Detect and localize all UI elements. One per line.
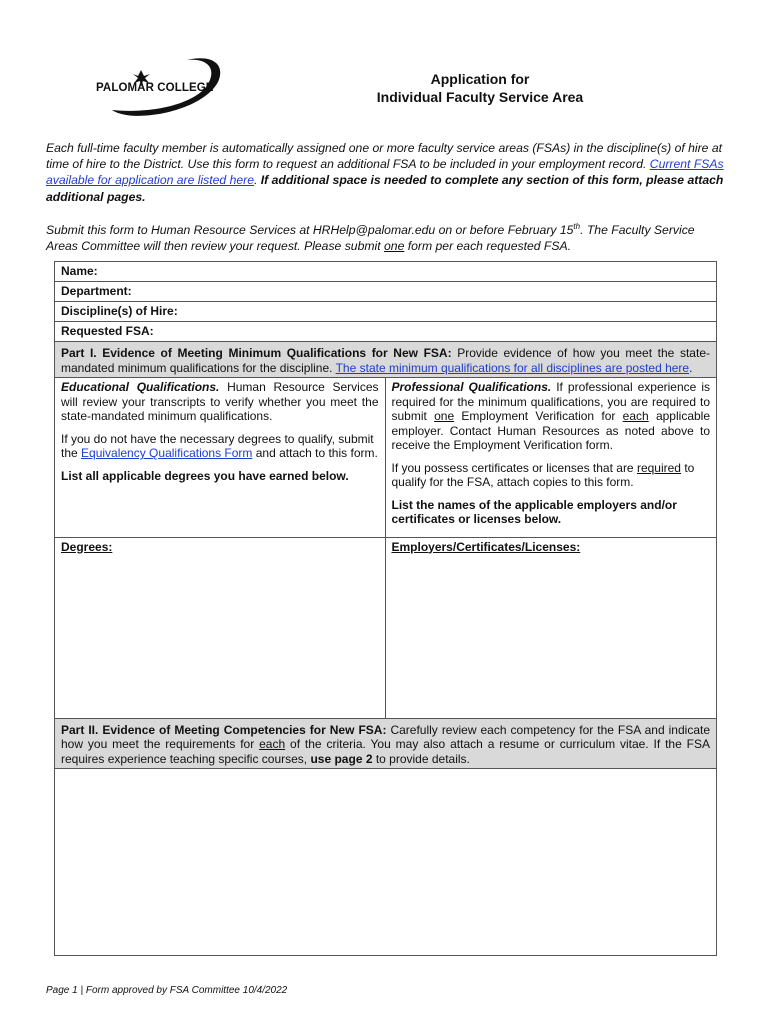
title-line-1: Application for — [430, 71, 530, 87]
pro-text-b: Employment Verification for — [454, 409, 623, 423]
palomar-college-logo — [92, 52, 232, 118]
edu-p2-text: If you do not have the necessary degrees to qualify, submit the — [61, 431, 374, 460]
part1-header — [55, 342, 716, 378]
part2-text-u: each — [259, 737, 286, 751]
pro-paragraph-1 — [392, 380, 711, 453]
intro-p2-text-b: . The Faculty Service Areas Committee will then review your request. Please submit — [46, 222, 695, 254]
intro-paragraph-2 — [46, 219, 728, 254]
degrees-box[interactable] — [55, 538, 386, 718]
part2-heading: Part II. Evidence of Meeting Competencies for New FSA: — [61, 722, 387, 737]
pro-p2-u: required — [636, 460, 681, 475]
part2-text-b: of the criteria. You may also attach a resume or curriculum vitae. If the FSA requires experience teaching specific courses, — [61, 737, 711, 766]
professional-qualifications — [386, 378, 717, 537]
intro-p2-sup: th — [573, 221, 581, 231]
part2-header — [55, 719, 716, 770]
intro-text — [46, 140, 728, 268]
degrees-label: Degrees: — [61, 539, 113, 554]
pro-text-u1: one — [434, 409, 455, 423]
logo-text: PALOMAR COLLEGE — [96, 82, 214, 94]
edu-text: Human Resource Services will review your transcripts to verify whether you meet the state-mandated minimum qualifications. — [61, 380, 379, 423]
discipline-field[interactable]: Discipline(s) of Hire: — [55, 302, 716, 322]
qualifications-instructions — [55, 378, 716, 538]
part1-heading: Part I. Evidence of Meeting Minimum Qualifications for New FSA: — [61, 346, 452, 360]
name-field[interactable]: Name: — [55, 262, 716, 282]
equivalency-form-link[interactable]: Equivalency Qualifications Form — [81, 446, 253, 460]
edu-p2-text-b: and attach to this form. — [252, 446, 378, 460]
intro-p1-text: Each full-time faculty member is automatically assigned one or more faculty service areas (FSAs) in the discipline(s) of hire at time of hire to the District. Use this form to request an additional FSA to be included in your employment record. — [46, 141, 722, 172]
employers-label: Employers/Certificates/Licenses: — [391, 539, 581, 554]
edu-paragraph-2 — [61, 432, 379, 461]
intro-p1-sep: . — [254, 173, 261, 188]
educational-qualifications — [55, 378, 386, 537]
intro-p1-bold: If additional space is needed to complete any section of this form, please attach additional pages. — [46, 173, 724, 204]
page-title — [330, 70, 630, 106]
department-field[interactable]: Department: — [55, 282, 716, 302]
edu-paragraph-1 — [61, 380, 379, 424]
intro-p2-text: Submit this form to Human Resource Services at HRHelp@palomar.edu on or before February 15 — [46, 222, 574, 237]
part2-text-a: Carefully review each competency for the FSA and indicate how you meet the requirements for — [61, 722, 711, 751]
pro-p3: List the names of the applicable employers and/or certificates or licenses below. — [391, 497, 677, 526]
part1-end: . — [689, 360, 693, 375]
state-min-quals-link[interactable]: The state minimum qualifications for all disciplines are posted here — [335, 360, 690, 375]
pro-paragraph-3 — [392, 498, 711, 527]
application-form — [54, 261, 717, 956]
part1-text: Provide evidence of how you meet the state-mandated minimum qualifications for the discipline. — [61, 346, 710, 375]
intro-p2-text-c: form per each requested FSA. — [404, 239, 572, 254]
pro-paragraph-2 — [392, 461, 711, 490]
pro-text-c: applicable employer. Contact Human Resources as noted above to receive the Employment Verification form. — [391, 409, 711, 452]
employers-box[interactable] — [386, 538, 717, 718]
pro-p2-b: to qualify for the FSA, attach copies to this form. — [391, 460, 695, 489]
edu-paragraph-3 — [61, 469, 379, 484]
part2-text-bold: use page 2 — [310, 751, 373, 766]
intro-p2-underline: one — [384, 239, 405, 254]
edu-title: Educational Qualifications. — [61, 380, 220, 394]
intro-paragraph-1 — [46, 140, 728, 205]
pro-p2-a: If you possess certificates or licenses that are — [391, 460, 637, 475]
requested-fsa-field[interactable]: Requested FSA: — [55, 322, 716, 342]
current-fsas-link[interactable]: Current FSAs available for application are listed here — [46, 157, 724, 188]
part2-text-c: to provide details. — [372, 751, 470, 766]
competencies-box[interactable] — [55, 769, 716, 955]
pro-text-u2: each — [622, 409, 649, 423]
degrees-employers-boxes — [55, 538, 716, 719]
title-line-2: Individual Faculty Service Area — [376, 89, 584, 105]
edu-p3: List all applicable degrees you have earned below. — [61, 468, 349, 483]
pro-text-a: If professional experience is required for the minimum qualifications, you are required to submit — [391, 380, 710, 423]
page-footer: Page 1 | Form approved by FSA Committee 10/4/2022 — [46, 985, 288, 996]
pro-title: Professional Qualifications. — [391, 380, 552, 394]
